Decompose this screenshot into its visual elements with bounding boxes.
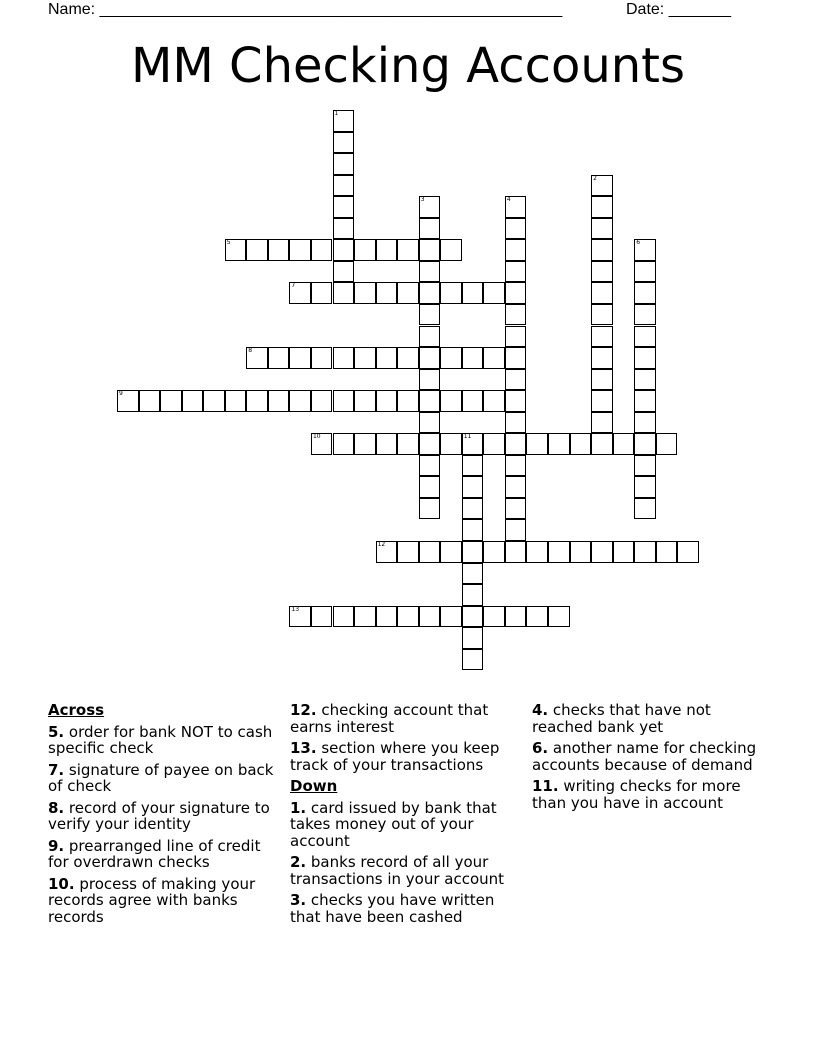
grid-cell[interactable]: [634, 369, 656, 391]
grid-cell[interactable]: [289, 282, 311, 304]
clue-number: 8: [248, 347, 253, 355]
grid-cell[interactable]: [634, 412, 656, 434]
grid-cell[interactable]: [289, 347, 311, 369]
grid-cell[interactable]: [397, 347, 419, 369]
grid-cell[interactable]: [591, 390, 613, 412]
grid-cell[interactable]: [634, 304, 656, 326]
grid-cell[interactable]: [419, 369, 441, 391]
clue-across-7: 7. signature of payee on back of check: [48, 760, 274, 795]
grid-cell[interactable]: [483, 433, 505, 455]
grid-cell[interactable]: [613, 433, 635, 455]
grid-cell[interactable]: [591, 261, 613, 283]
grid-cell[interactable]: [333, 261, 355, 283]
grid-cell[interactable]: [505, 433, 527, 455]
grid-cell[interactable]: [634, 455, 656, 477]
grid-cell[interactable]: [376, 541, 398, 563]
grid-cell[interactable]: [333, 606, 355, 628]
grid-cell[interactable]: [419, 282, 441, 304]
grid-cell[interactable]: [505, 476, 527, 498]
grid-cell[interactable]: [311, 347, 333, 369]
grid-cell[interactable]: [548, 541, 570, 563]
grid-cell[interactable]: [440, 541, 462, 563]
grid-cell[interactable]: [333, 196, 355, 218]
grid-cell[interactable]: [289, 606, 311, 628]
clue-number: 2: [593, 174, 597, 182]
grid-cell[interactable]: [677, 541, 699, 563]
grid-cell[interactable]: [397, 606, 419, 628]
grid-cell[interactable]: [440, 239, 462, 261]
grid-cell[interactable]: [397, 541, 419, 563]
grid-cell[interactable]: [591, 326, 613, 348]
grid-cell[interactable]: [505, 282, 527, 304]
grid-cell[interactable]: [376, 433, 398, 455]
clue-down-11: 11. writing checks for more than you have in account: [532, 777, 741, 812]
grid-cell[interactable]: [333, 132, 355, 154]
grid-cell[interactable]: [160, 390, 182, 412]
grid-cell[interactable]: [634, 261, 656, 283]
grid-cell[interactable]: [376, 282, 398, 304]
grid-cell[interactable]: [462, 390, 484, 412]
grid-cell[interactable]: [505, 390, 527, 412]
clue-number: 10: [312, 433, 321, 441]
grid-cell[interactable]: [526, 433, 548, 455]
clue-across-12: 12. checking account that earns interest: [290, 701, 489, 736]
grid-cell[interactable]: [483, 390, 505, 412]
grid-cell[interactable]: [483, 541, 505, 563]
grid-cell[interactable]: [419, 239, 441, 261]
down-heading: Down: [290, 777, 338, 795]
grid-cell[interactable]: [505, 218, 527, 240]
grid-cell[interactable]: [333, 282, 355, 304]
grid-cell[interactable]: [483, 347, 505, 369]
grid-cell[interactable]: [333, 347, 355, 369]
grid-cell[interactable]: [440, 606, 462, 628]
grid-cell[interactable]: [591, 433, 613, 455]
grid-cell[interactable]: [462, 606, 484, 628]
grid-cell[interactable]: [246, 347, 268, 369]
grid-cell[interactable]: [656, 433, 678, 455]
clues-column-2: [290, 702, 526, 930]
grid-cell[interactable]: [333, 153, 355, 175]
clue-down-3: 3. checks you have written that have been cashed: [290, 891, 495, 926]
clues-column-1: [48, 702, 284, 930]
grid-cell[interactable]: [591, 541, 613, 563]
grid-cell[interactable]: [419, 326, 441, 348]
grid-cell[interactable]: [505, 347, 527, 369]
grid-cell[interactable]: [591, 175, 613, 197]
clue-number: 7: [291, 282, 296, 290]
grid-cell[interactable]: [419, 455, 441, 477]
grid-cell[interactable]: [289, 239, 311, 261]
clue-across-10: 10. process of making your records agree with banks records: [48, 874, 256, 926]
grid-cell[interactable]: [548, 433, 570, 455]
clue-number: 3: [420, 196, 425, 204]
grid-cell[interactable]: [634, 239, 656, 261]
grid-cell[interactable]: [333, 218, 355, 240]
grid-cell[interactable]: [246, 390, 268, 412]
grid-cell[interactable]: [634, 347, 656, 369]
grid-cell[interactable]: [591, 347, 613, 369]
grid-cell[interactable]: [376, 239, 398, 261]
clue-across-13: 13. section where you keep track of your transactions: [290, 739, 500, 774]
grid-cell[interactable]: [505, 261, 527, 283]
grid-cell[interactable]: [182, 390, 204, 412]
grid-cell[interactable]: [354, 282, 376, 304]
grid-cell[interactable]: [634, 476, 656, 498]
name-field[interactable]: Name: ____________________________________________________: [48, 1, 563, 18]
clue-number: 6: [636, 239, 641, 247]
grid-cell[interactable]: [505, 196, 527, 218]
grid-cell[interactable]: [268, 239, 290, 261]
grid-cell[interactable]: [505, 519, 527, 541]
clue-number: 9: [119, 390, 123, 398]
grid-cell[interactable]: [354, 347, 376, 369]
grid-cell[interactable]: [397, 433, 419, 455]
grid-cell[interactable]: [505, 498, 527, 520]
clue-across-8: 8. record of your signature to verify your identity: [48, 798, 270, 833]
grid-cell[interactable]: [333, 175, 355, 197]
grid-cell[interactable]: [419, 433, 441, 455]
grid-cell[interactable]: [268, 390, 290, 412]
grid-cell[interactable]: [376, 390, 398, 412]
page-title: MM Checking Accounts: [130, 38, 686, 94]
grid-cell[interactable]: [419, 347, 441, 369]
grid-cell[interactable]: [613, 541, 635, 563]
grid-cell[interactable]: [462, 541, 484, 563]
across-heading: Across: [48, 701, 105, 719]
grid-cell[interactable]: [570, 541, 592, 563]
grid-cell[interactable]: [139, 390, 161, 412]
grid-cell[interactable]: [225, 390, 247, 412]
clue-number: 11: [463, 433, 472, 441]
grid-cell[interactable]: [333, 390, 355, 412]
clue-number: 13: [291, 605, 300, 613]
grid-cell[interactable]: [505, 326, 527, 348]
grid-cell[interactable]: [397, 282, 419, 304]
grid-cell[interactable]: [419, 498, 441, 520]
grid-cell[interactable]: [440, 433, 462, 455]
grid-cell[interactable]: [591, 369, 613, 391]
clue-number: 4: [506, 196, 511, 204]
clue-across-9: 9. prearranged line of credit for overdrawn checks: [48, 836, 261, 871]
grid-cell[interactable]: [505, 369, 527, 391]
grid-cell[interactable]: [591, 304, 613, 326]
grid-cell[interactable]: [268, 347, 290, 369]
grid-cell[interactable]: [376, 347, 398, 369]
grid-cell[interactable]: [483, 282, 505, 304]
grid-cell[interactable]: [246, 239, 268, 261]
grid-cell[interactable]: [462, 563, 484, 585]
grid-cell[interactable]: [333, 110, 355, 132]
grid-cell[interactable]: [505, 455, 527, 477]
grid-cell[interactable]: [462, 519, 484, 541]
grid-cell[interactable]: [462, 498, 484, 520]
grid-cell[interactable]: [311, 433, 333, 455]
grid-cell[interactable]: [591, 412, 613, 434]
grid-cell[interactable]: [440, 282, 462, 304]
clue-down-4: 4. checks that have not reached bank yet: [532, 701, 711, 736]
grid-cell[interactable]: [440, 347, 462, 369]
grid-cell[interactable]: [591, 196, 613, 218]
grid-cell[interactable]: [397, 390, 419, 412]
grid-cell[interactable]: [505, 606, 527, 628]
grid-cell[interactable]: [354, 239, 376, 261]
grid-cell[interactable]: [333, 433, 355, 455]
grid-cell[interactable]: [419, 218, 441, 240]
grid-cell[interactable]: [634, 326, 656, 348]
grid-cell[interactable]: [311, 390, 333, 412]
grid-cell[interactable]: [634, 433, 656, 455]
grid-cell[interactable]: [462, 584, 484, 606]
grid-cell[interactable]: [376, 606, 398, 628]
grid-cell[interactable]: [462, 347, 484, 369]
grid-cell[interactable]: [462, 649, 484, 671]
grid-cell[interactable]: [462, 627, 484, 649]
clue-number: 1: [334, 110, 339, 117]
grid-cell[interactable]: [419, 606, 441, 628]
clue-down-6: 6. another name for checking accounts because of demand: [532, 739, 757, 774]
grid-cell[interactable]: [634, 498, 656, 520]
grid-cell[interactable]: [634, 390, 656, 412]
grid-cell[interactable]: [419, 261, 441, 283]
grid-cell[interactable]: [419, 304, 441, 326]
grid-cell[interactable]: [462, 282, 484, 304]
grid-cell[interactable]: [203, 390, 225, 412]
grid-cell[interactable]: [117, 390, 139, 412]
grid-cell[interactable]: [311, 606, 333, 628]
grid-cell[interactable]: [526, 606, 548, 628]
grid-cell[interactable]: [440, 390, 462, 412]
grid-cell[interactable]: [419, 541, 441, 563]
clue-number: 12: [377, 541, 386, 548]
grid-cell[interactable]: [289, 390, 311, 412]
grid-cell[interactable]: [311, 282, 333, 304]
clue-down-2: 2. banks record of all your transactions in your account: [290, 853, 505, 888]
grid-cell[interactable]: [354, 390, 376, 412]
grid-cell[interactable]: [419, 412, 441, 434]
grid-cell[interactable]: [354, 433, 376, 455]
grid-cell[interactable]: [333, 239, 355, 261]
grid-cell[interactable]: [462, 476, 484, 498]
grid-cell[interactable]: [505, 541, 527, 563]
grid-cell[interactable]: [591, 218, 613, 240]
grid-cell[interactable]: [591, 282, 613, 304]
grid-cell[interactable]: [419, 196, 441, 218]
grid-cell[interactable]: [570, 433, 592, 455]
grid-cell[interactable]: [505, 304, 527, 326]
grid-cell[interactable]: [419, 390, 441, 412]
grid-cell[interactable]: [354, 606, 376, 628]
grid-cell[interactable]: [505, 412, 527, 434]
clue-number: 5: [226, 239, 231, 247]
grid-cell[interactable]: [397, 239, 419, 261]
grid-cell[interactable]: [462, 433, 484, 455]
grid-cell[interactable]: [634, 282, 656, 304]
clue-across-5: 5. order for bank NOT to cash specific check: [48, 722, 273, 757]
grid-cell[interactable]: [548, 606, 570, 628]
date-field[interactable]: Date: _______: [626, 1, 731, 18]
grid-cell[interactable]: [656, 541, 678, 563]
grid-cell[interactable]: [225, 239, 247, 261]
grid-cell[interactable]: [526, 541, 548, 563]
grid-cell[interactable]: [462, 455, 484, 477]
grid-cell[interactable]: [419, 476, 441, 498]
grid-cell[interactable]: [311, 239, 333, 261]
clue-down-1: 1. card issued by bank that takes money out of your account: [290, 798, 497, 850]
grid-cell[interactable]: [591, 239, 613, 261]
grid-cell[interactable]: [505, 239, 527, 261]
grid-cell[interactable]: [483, 606, 505, 628]
clues-column-3: [532, 702, 768, 816]
grid-cell[interactable]: [634, 541, 656, 563]
